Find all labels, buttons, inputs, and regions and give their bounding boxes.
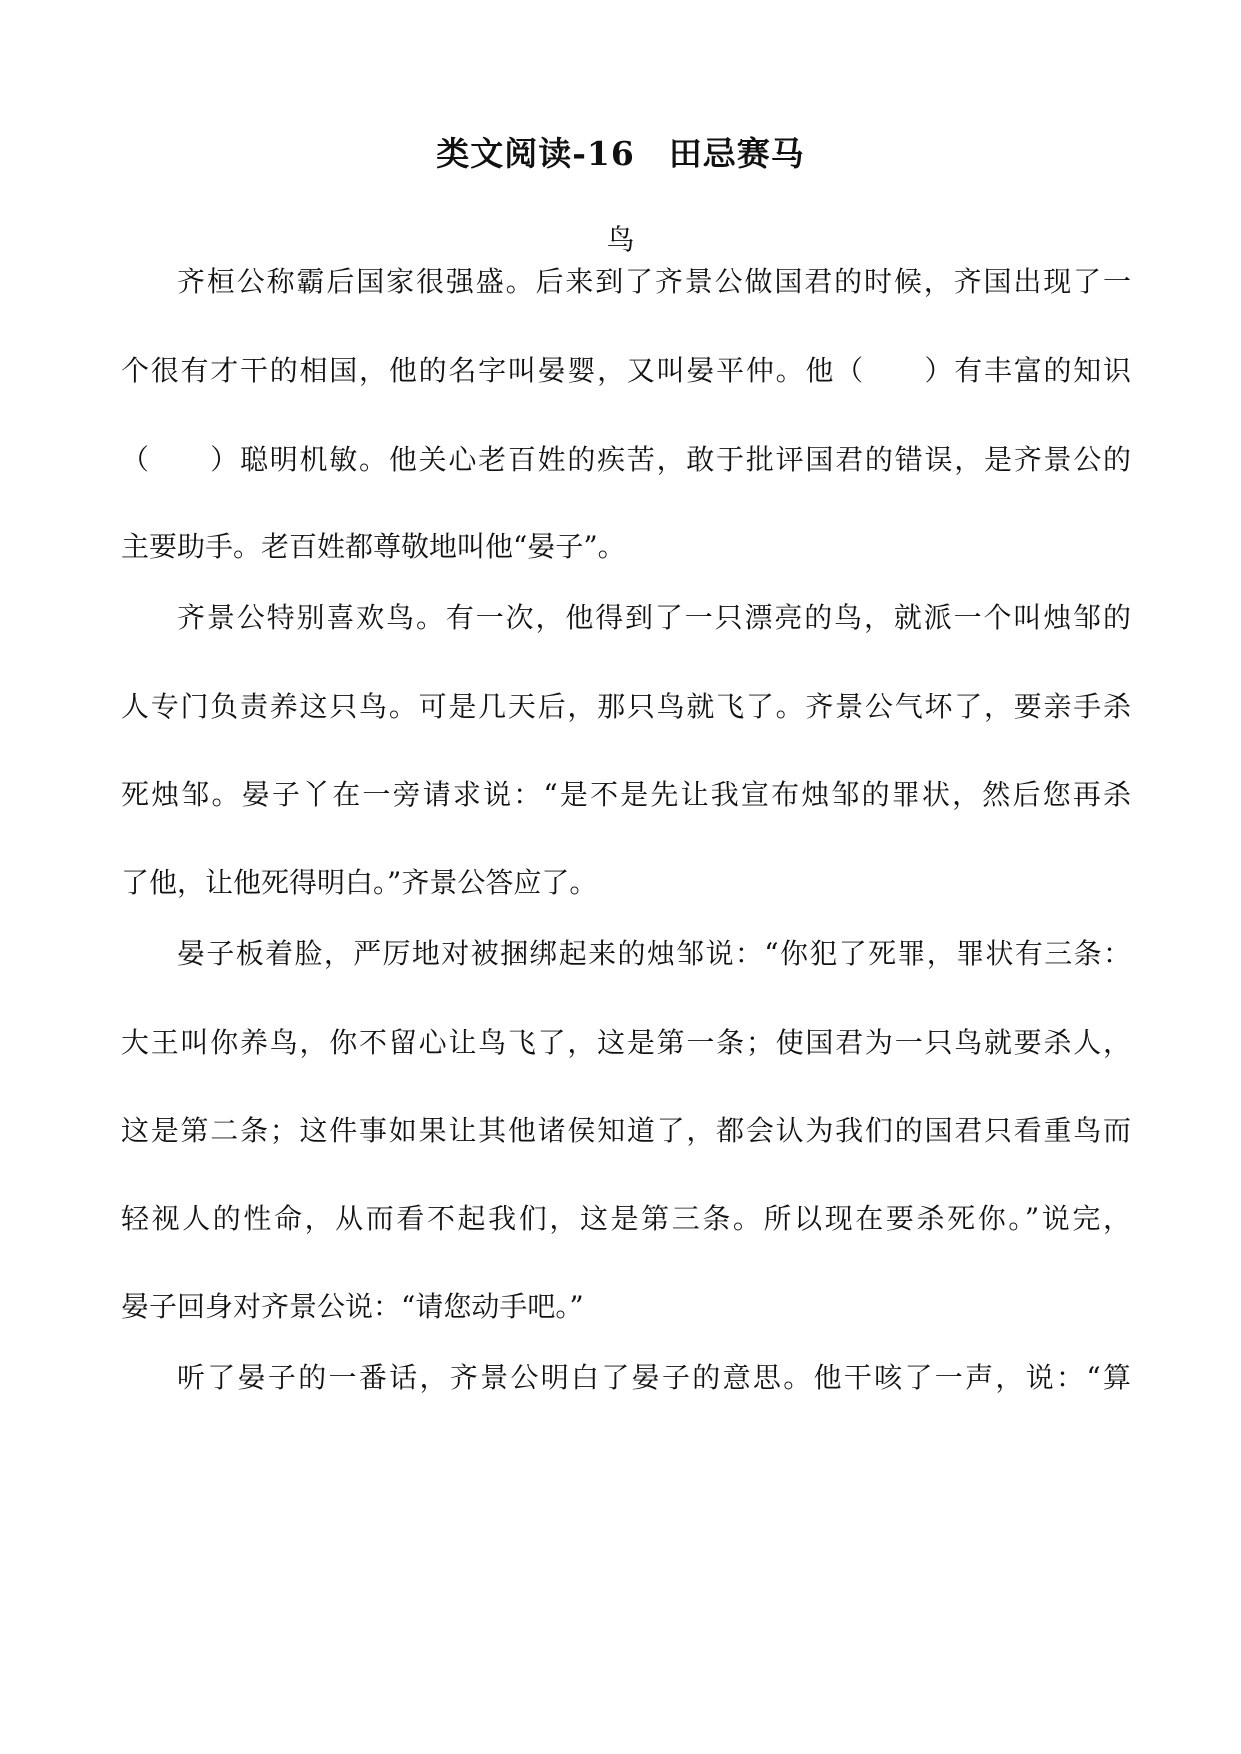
- text-line: 这是第二条；这件事如果让其他诸侯知道了，都会认为我们的国君只看重鸟而: [121, 1114, 1131, 1147]
- text-line: 齐桓公称霸后国家很强盛。后来到了齐景公做国君的时候，齐国出现了一: [177, 265, 1131, 298]
- document-subtitle: 鸟: [606, 223, 635, 256]
- text-line: 死烛邹。晏子丫在一旁请求说：“是不是先让我宣布烛邹的罪状，然后您再杀: [121, 778, 1131, 811]
- text-line: 个很有才干的相国，他的名字叫晏婴，又叫晏平仲。他（ ）有丰富的知识: [121, 354, 1131, 387]
- text-line: 主要助手。老百姓都尊敬地叫他“晏子”。: [121, 530, 626, 563]
- text-line: （ ）聪明机敏。他关心老百姓的疾苦，敢于批评国君的错误，是齐景公的: [121, 443, 1131, 476]
- text-line: 人专门负责养这只鸟。可是几天后，那只鸟就飞了。齐景公气坏了，要亲手杀: [121, 690, 1131, 723]
- text-line: 轻视人的性命，从而看不起我们，这是第三条。所以现在要杀死你。”说完，: [121, 1202, 1131, 1235]
- text-line: 了他，让他死得明白。”齐景公答应了。: [121, 866, 598, 899]
- text-line: 晏子回身对齐景公说：“请您动手吧。”: [121, 1290, 584, 1323]
- text-line: 齐景公特别喜欢鸟。有一次，他得到了一只漂亮的鸟，就派一个叫烛邹的: [177, 601, 1131, 634]
- text-line: 听了晏子的一番话，齐景公明白了晏子的意思。他干咳了一声，说：“算: [177, 1361, 1131, 1394]
- text-line: 晏子板着脸，严厉地对被捆绑起来的烛邹说：“你犯了死罪，罪状有三条：: [177, 937, 1131, 970]
- document-title: 类文阅读-16 田忌赛马: [436, 134, 805, 173]
- text-line: 大王叫你养鸟，你不留心让鸟飞了，这是第一条；使国君为一只鸟就要杀人，: [121, 1026, 1131, 1059]
